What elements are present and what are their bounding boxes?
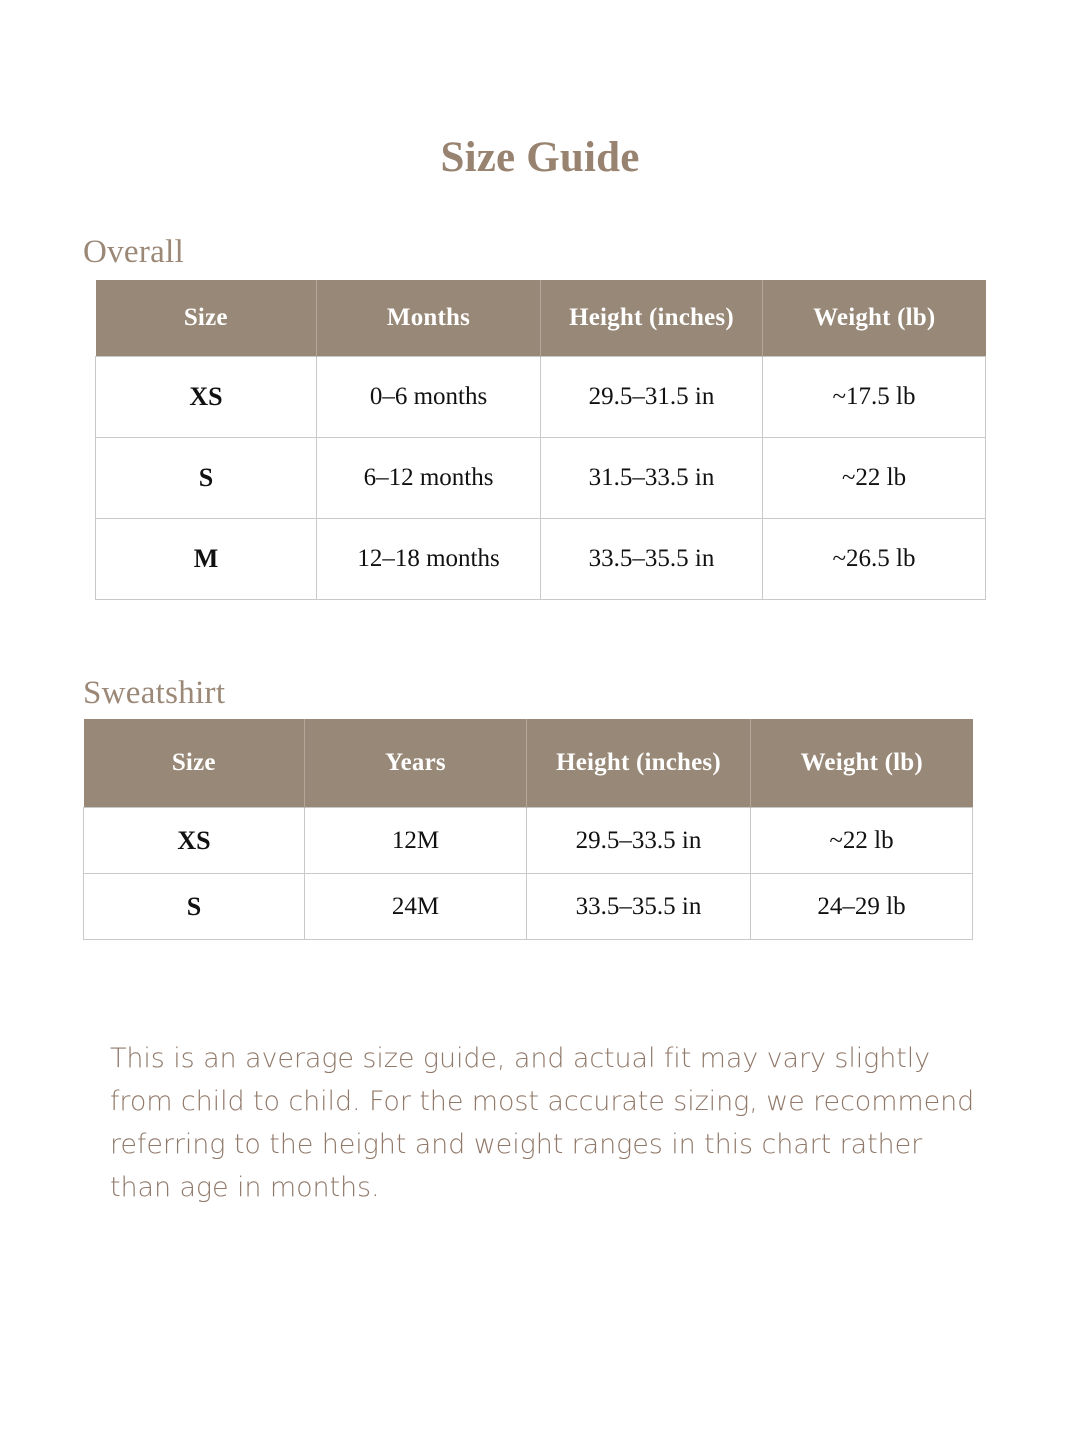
table-body-sweatshirt xyxy=(84,808,973,940)
column-header-weight: Weight (lb) xyxy=(763,280,986,357)
table-body-overall xyxy=(96,357,986,600)
table-header-overall xyxy=(96,280,986,357)
cell-weight: ~26.5 lb xyxy=(763,519,986,600)
cell-height: 33.5–35.5 in xyxy=(541,519,763,600)
column-header-height: Height (inches) xyxy=(527,719,751,808)
cell-height: 29.5–31.5 in xyxy=(541,357,763,438)
cell-years: 24M xyxy=(305,874,527,940)
column-header-months: Months xyxy=(317,280,541,357)
size-guide-note: This is an average size guide, and actual fit may vary slightly from child to child. For the most accurate sizing, we recommend referring to the height and weight ranges in this chart rather than age in months. xyxy=(110,1043,975,1203)
cell-months: 6–12 months xyxy=(317,438,541,519)
cell-height: 31.5–33.5 in xyxy=(541,438,763,519)
column-header-height: Height (inches) xyxy=(541,280,763,357)
table-row xyxy=(84,808,973,874)
cell-size: S xyxy=(84,874,305,940)
cell-months: 12–18 months xyxy=(317,519,541,600)
cell-weight: ~22 lb xyxy=(763,438,986,519)
section-heading-overall: Overall xyxy=(83,234,185,271)
table-row xyxy=(96,438,986,519)
cell-size: M xyxy=(96,519,317,600)
cell-height: 29.5–33.5 in xyxy=(527,808,751,874)
cell-years: 12M xyxy=(305,808,527,874)
cell-weight: ~17.5 lb xyxy=(763,357,986,438)
table-header-row xyxy=(84,719,973,808)
cell-weight: ~22 lb xyxy=(751,808,973,874)
size-table-sweatshirt xyxy=(83,719,973,940)
column-header-weight: Weight (lb) xyxy=(751,719,973,808)
cell-height: 33.5–35.5 in xyxy=(527,874,751,940)
cell-weight: 24–29 lb xyxy=(751,874,973,940)
section-heading-sweatshirt: Sweatshirt xyxy=(83,675,226,712)
size-table-overall xyxy=(95,280,986,600)
cell-size: XS xyxy=(96,357,317,438)
column-header-size: Size xyxy=(84,719,305,808)
table-header-sweatshirt xyxy=(84,719,973,808)
column-header-years: Years xyxy=(305,719,527,808)
cell-size: XS xyxy=(84,808,305,874)
cell-months: 0–6 months xyxy=(317,357,541,438)
column-header-size: Size xyxy=(96,280,317,357)
table-row xyxy=(96,519,986,600)
cell-size: S xyxy=(96,438,317,519)
table-row xyxy=(96,357,986,438)
page-title: Size Guide xyxy=(440,133,640,181)
table-header-row xyxy=(96,280,986,357)
table-row xyxy=(84,874,973,940)
